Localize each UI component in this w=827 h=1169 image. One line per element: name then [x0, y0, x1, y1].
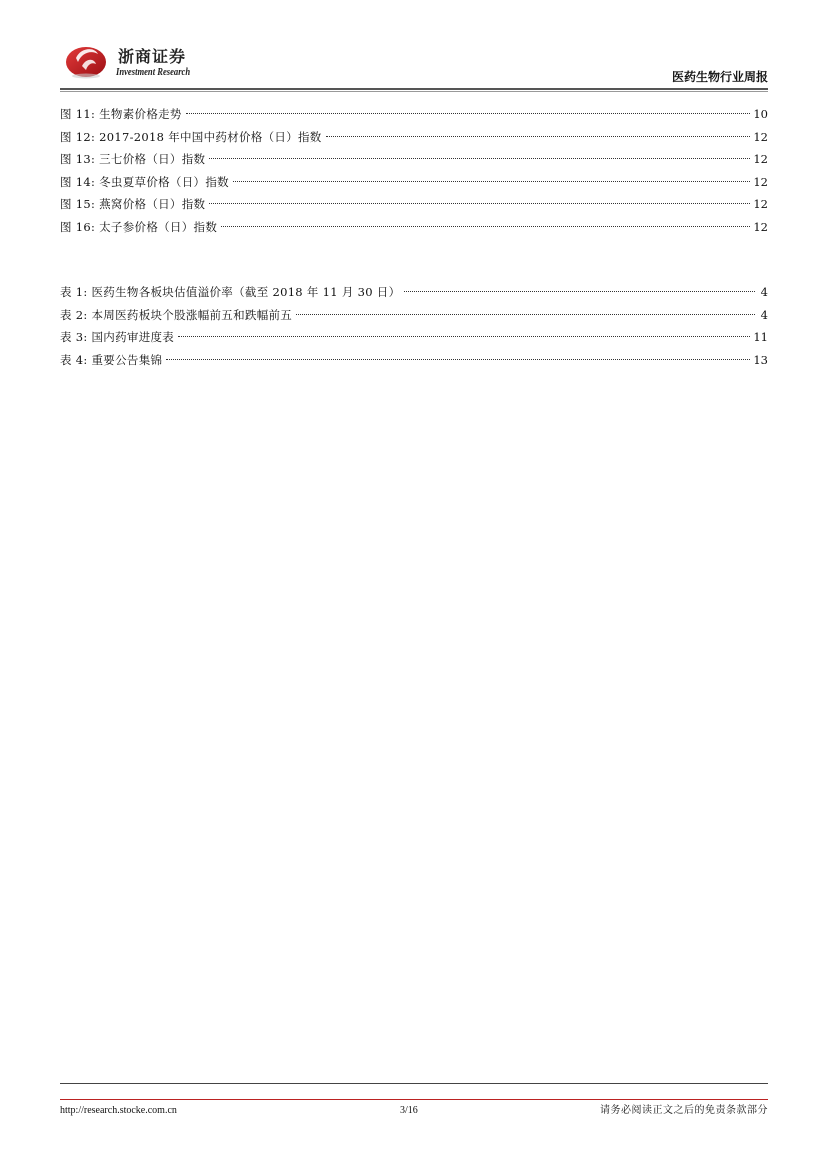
toc-entry[interactable]: [60, 193, 768, 216]
toc-entry-label: 表 2: 本周医药板块个股涨幅前五和跌幅前五: [60, 307, 293, 322]
toc-entry[interactable]: [60, 349, 768, 372]
toc-entry[interactable]: [60, 148, 768, 171]
logo-company-en: Investment Research: [116, 66, 191, 78]
toc-entry-page: 12: [753, 197, 768, 211]
company-logo: [64, 40, 191, 84]
footer-website-link[interactable]: http://research.stocke.com.cn: [60, 1105, 177, 1116]
toc-leader-dots: [209, 158, 750, 159]
header-divider-thin: [60, 91, 768, 92]
toc-leader-dots: [326, 136, 751, 137]
page-header: [60, 38, 768, 88]
toc-entry[interactable]: [60, 326, 768, 349]
toc-entry-label: 图 12: 2017-2018 年中国中药材价格（日）指数: [60, 129, 322, 144]
toc-entry-page: 10: [753, 107, 768, 121]
toc-entry-page: 4: [760, 285, 768, 299]
toc-entry-label: 图 15: 燕窝价格（日）指数: [60, 197, 206, 211]
toc-entry-page: 11: [753, 330, 768, 344]
toc-entry-page: 12: [753, 152, 768, 166]
header-divider: [60, 88, 768, 90]
toc-entry[interactable]: [60, 126, 768, 149]
toc-entry-page: 12: [753, 129, 768, 144]
toc-entry-label: 表 1: 医药生物各板块估值溢价率（截至 2018 年 11 月 30 日）: [60, 285, 401, 299]
logo-company-cn: 浙商证券: [118, 47, 187, 66]
toc-leader-dots: [221, 226, 750, 227]
toc-entry[interactable]: [60, 304, 768, 327]
toc-entry-label: 图 13: 三七价格（日）指数: [60, 152, 206, 166]
report-type-title: 医药生物行业周报: [671, 70, 768, 84]
footer-disclaimer: 请务必阅读正文之后的免责条款部分: [600, 1105, 768, 1116]
toc-entry[interactable]: [60, 103, 768, 126]
toc-leader-dots: [404, 291, 755, 292]
logo-mark-icon: [64, 40, 108, 80]
toc-leader-dots: [186, 113, 751, 114]
tables-toc: [60, 281, 768, 371]
footer-divider: [60, 1083, 768, 1084]
footer-page-number: 3/16: [400, 1105, 418, 1116]
figures-toc: [60, 103, 768, 238]
toc-leader-dots: [296, 314, 755, 315]
toc-entry-label: 图 11: 生物素价格走势: [60, 107, 182, 121]
toc-entry[interactable]: [60, 216, 768, 239]
toc-entry[interactable]: [60, 171, 768, 194]
toc-entry-label: 表 4: 重要公告集锦: [60, 352, 163, 367]
toc-entry-page: 4: [760, 307, 768, 322]
toc-entry[interactable]: [60, 281, 768, 304]
toc-entry-label: 图 14: 冬虫夏草价格（日）指数: [60, 174, 229, 189]
toc-entry-page: 12: [753, 174, 768, 189]
toc-entry-page: 12: [753, 219, 768, 234]
toc-leader-dots: [209, 203, 750, 204]
toc-leader-dots: [178, 336, 750, 337]
toc-entry-label: 表 3: 国内药审进度表: [60, 330, 175, 344]
toc-leader-dots: [166, 359, 750, 360]
toc-entry-label: 图 16: 太子参价格（日）指数: [60, 219, 218, 234]
toc-leader-dots: [233, 181, 750, 182]
toc-entry-page: 13: [753, 352, 768, 367]
page-footer: [60, 1102, 768, 1120]
footer-divider-red: [60, 1099, 768, 1100]
